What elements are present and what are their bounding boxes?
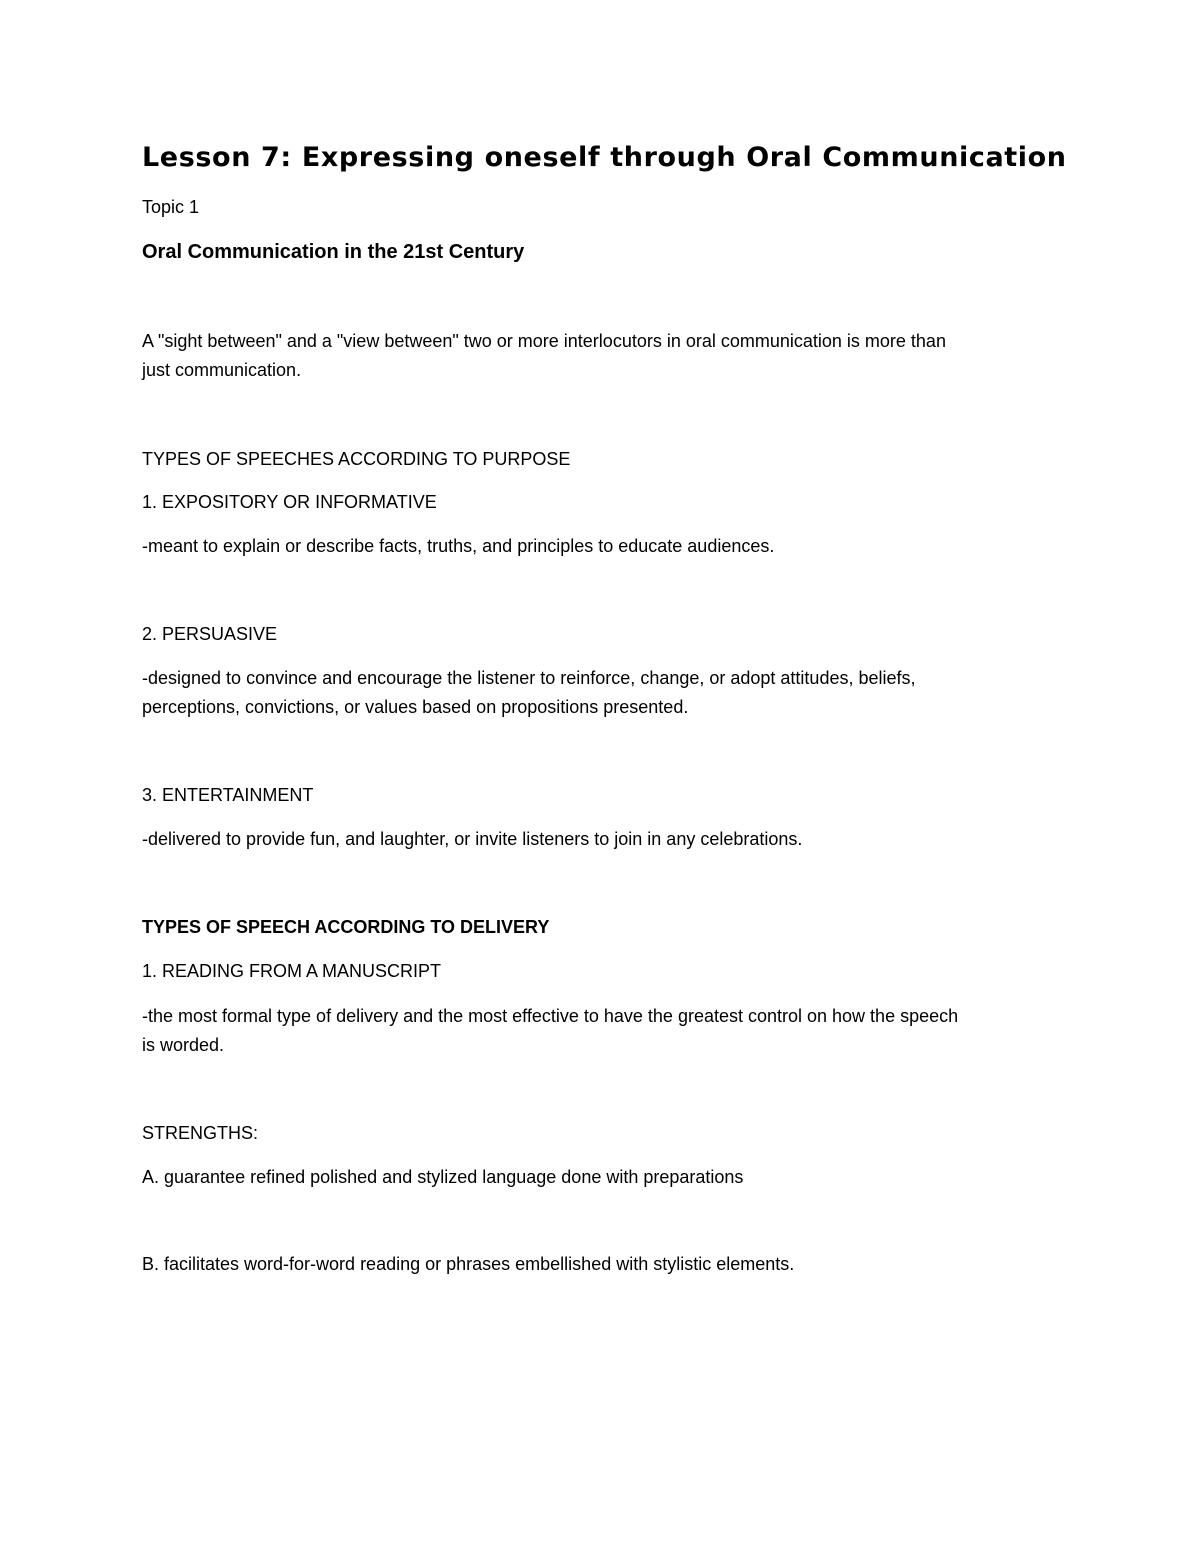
topic-label: Topic 1 bbox=[142, 197, 200, 217]
intro-paragraph-line: A "sight between" and a "view between" two or more interlocutors in oral communication is more than bbox=[142, 331, 946, 351]
delivery-item-description: -the most formal type of delivery and the most effective to have the greatest control on how the speech bbox=[142, 1006, 959, 1026]
purpose-item-description: -meant to explain or describe facts, truths, and principles to educate audiences. bbox=[142, 536, 775, 556]
delivery-item-label: 1. READING FROM A MANUSCRIPT bbox=[142, 961, 442, 981]
purpose-item-label: 2. PERSUASIVE bbox=[142, 624, 278, 644]
purpose-item-description: -delivered to provide fun, and laughter, or invite listeners to join in any celebrations. bbox=[142, 829, 803, 849]
intro-paragraph-line: just communication. bbox=[142, 360, 302, 380]
strengths-label: STRENGTHS: bbox=[142, 1123, 259, 1143]
purpose-item-description: -designed to convince and encourage the listener to reinforce, change, or adopt attitudes, beliefs, bbox=[142, 668, 916, 688]
lesson-title: Lesson 7: Expressing oneself through Oral Communication bbox=[142, 142, 1067, 173]
strength-item: B. facilitates word-for-word reading or phrases embellished with stylistic elements. bbox=[142, 1254, 795, 1274]
purpose-item-description: perceptions, convictions, or values based on propositions presented. bbox=[142, 697, 689, 717]
strength-item: A. guarantee refined polished and stylized language done with preparations bbox=[142, 1167, 744, 1187]
section-subtitle: Oral Communication in the 21st Century bbox=[142, 241, 525, 263]
purpose-heading: TYPES OF SPEECHES ACCORDING TO PURPOSE bbox=[142, 449, 571, 469]
purpose-item-label: 3. ENTERTAINMENT bbox=[142, 785, 314, 805]
purpose-item-label: 1. EXPOSITORY OR INFORMATIVE bbox=[142, 492, 437, 512]
delivery-heading: TYPES OF SPEECH ACCORDING TO DELIVERY bbox=[142, 917, 550, 937]
delivery-item-description: is worded. bbox=[142, 1035, 225, 1055]
